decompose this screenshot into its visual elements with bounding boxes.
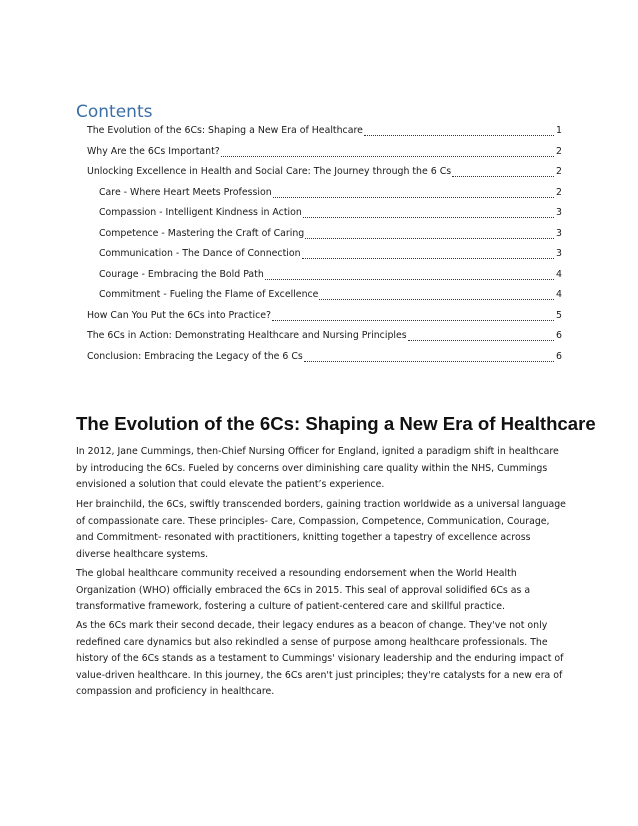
- toc-entry-page: 6: [556, 351, 562, 362]
- toc-entry-courage[interactable]: [99, 269, 562, 283]
- toc-entry-page: 3: [556, 248, 562, 259]
- toc-entry-why-important[interactable]: [87, 146, 562, 160]
- toc-entry-practice[interactable]: [87, 310, 562, 324]
- toc-entry-compassion[interactable]: [99, 207, 562, 221]
- paragraph-4: As the 6Cs mark their second decade, their legacy endures as a beacon of change. They've not only redefined care dynamics but also rekindled a sense of purpose among healthcare professionals. The history of the 6Cs stands as a testament to Cummings' visionary leadership and the enduring impact of value-driven healthcare. In this journey, the 6Cs aren't just principles; they're catalysts for a new era of compassion and proficiency in healthcare.: [76, 620, 564, 698]
- paragraph-2: Her brainchild, the 6Cs, swiftly transcended borders, gaining traction worldwide as a universal language of compassionate care. These principles- Care, Compassion, Competence, Communication, Courage, and Commitment- resonated with practitioners, knitting together a tapestry of excellence across diverse healthcare systems.: [76, 499, 566, 560]
- toc-entry-conclusion[interactable]: [87, 351, 562, 365]
- toc-entry-page: 2: [556, 166, 562, 177]
- paragraph-1: In 2012, Jane Cummings, then-Chief Nursing Officer for England, ignited a paradigm shift in healthcare by introducing the 6Cs. Fueled by concerns over diminishing care quality within the NHS, Cummings envisioned a solution that could elevate the patient’s experience.: [76, 446, 559, 491]
- toc-leader: [273, 197, 554, 198]
- toc-entry-page: 2: [556, 146, 562, 157]
- toc-leader: [364, 135, 554, 136]
- toc-entry-text: Why Are the 6Cs Important?: [87, 146, 220, 157]
- toc-entry-page: 6: [556, 330, 562, 341]
- toc-entry-page: 1: [556, 125, 562, 136]
- toc-entry-text: Commitment - Fueling the Flame of Excellence: [99, 289, 319, 300]
- toc-entry-text: Competence - Mastering the Craft of Caring: [99, 228, 305, 239]
- toc-leader: [265, 279, 554, 280]
- toc-entry-page: 4: [556, 289, 562, 300]
- paragraph-3: The global healthcare community received a resounding endorsement when the World Health Organization (WHO) officially embraced the 6Cs in 2015. This seal of approval solidified 6Cs as a transformative framework, fostering a culture of patient-centered care and skillful practice.: [76, 568, 531, 613]
- section-heading: The Evolution of the 6Cs: Shaping a New Era of Healthcare: [76, 413, 596, 434]
- toc-leader: [452, 176, 554, 177]
- toc-entry-text: The Evolution of the 6Cs: Shaping a New Era of Healthcare: [87, 125, 363, 136]
- toc-entry-page: 2: [556, 187, 562, 198]
- toc-leader: [305, 238, 554, 239]
- toc-title: Contents: [76, 102, 153, 122]
- toc-leader: [302, 258, 555, 259]
- toc-entry-text: Unlocking Excellence in Health and Social Care: The Journey through the 6 Cs: [87, 166, 452, 177]
- toc-entry-communication[interactable]: [99, 248, 562, 262]
- toc-entry-page: 4: [556, 269, 562, 280]
- toc-entry-commitment[interactable]: [99, 289, 562, 303]
- toc-entry-text: Conclusion: Embracing the Legacy of the 6 Cs: [87, 351, 303, 362]
- toc-leader: [303, 217, 554, 218]
- toc-entry-text: Care - Where Heart Meets Profession: [99, 187, 272, 198]
- toc-entry-text: Courage - Embracing the Bold Path: [99, 269, 264, 280]
- toc-entry-text: Communication - The Dance of Connection: [99, 248, 301, 259]
- toc-leader: [272, 320, 554, 321]
- toc-entry-in-action[interactable]: [87, 330, 562, 344]
- toc-leader: [408, 340, 554, 341]
- toc-entry-page: 3: [556, 228, 562, 239]
- toc-leader: [304, 361, 554, 362]
- toc-leader: [319, 299, 554, 300]
- toc-entry-page: 5: [556, 310, 562, 321]
- toc-entry-text: Compassion - Intelligent Kindness in Action: [99, 207, 302, 218]
- toc-leader: [221, 156, 554, 157]
- toc-entry-care[interactable]: [99, 187, 562, 201]
- toc-entry-unlocking-excellence[interactable]: [87, 166, 562, 180]
- toc-entry-page: 3: [556, 207, 562, 218]
- toc-entry-competence[interactable]: [99, 228, 562, 242]
- toc-entry-evolution[interactable]: [87, 125, 562, 139]
- toc-entry-text: The 6Cs in Action: Demonstrating Healthcare and Nursing Principles: [87, 330, 407, 341]
- toc-entry-text: How Can You Put the 6Cs into Practice?: [87, 310, 271, 321]
